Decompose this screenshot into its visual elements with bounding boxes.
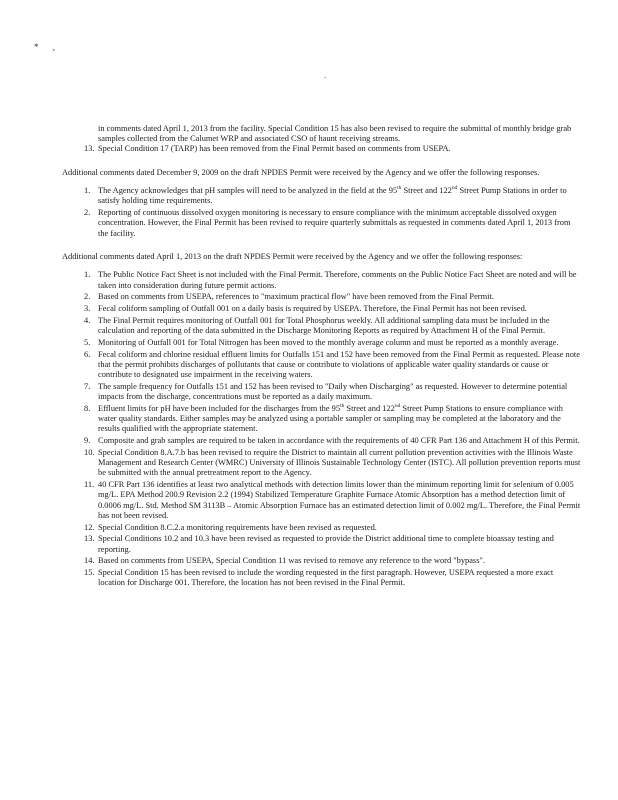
item-number: 2.: [84, 208, 91, 218]
paragraph-april-comments: Additional comments dated April 1, 2013 on the draft NPDES Permit were received by the Agency and we offer the following responses:: [62, 251, 523, 261]
item-number: 2.: [84, 292, 91, 302]
list-item: [62, 534, 582, 554]
item-number: 13.: [84, 144, 95, 154]
item-number: 15.: [84, 568, 95, 578]
item-text: Special Condition 8.A.7.b has been revised to require the District to maintain all current pollution prevention activities with the Illinois Waste Management and Research Center (WMRC) University of Illinois Sustainable Technology Center (ISTC). All pollution prevention reports must be submitted with the annual pretreatment report to the Agency.: [98, 448, 581, 478]
list-item: [62, 304, 582, 314]
list-item: [62, 270, 582, 290]
item-number: 6.: [84, 349, 91, 359]
document-body: [62, 124, 582, 590]
item-text: Fecal coliform sampling of Outfall 001 on a daily basis is required by USEPA. Therefore, the Final Permit has not been revised.: [98, 304, 527, 314]
item-text: in comments dated April 1, 2013 from the facility. Special Condition 15 has also been revised to require the submittal of monthly bridge grab samples collected from the Calumet WRP and associated CSO of haunt receiving streams.: [98, 124, 572, 144]
paragraph-december-comments: Additional comments dated December 9, 2009 on the draft NPDES Permit were received by the Agency and we offer the following responses.: [62, 167, 540, 177]
item-number: 8.: [84, 404, 91, 413]
list-item: [62, 316, 582, 336]
item-text: Special Condition 15 has been revised to include the wording requested in the first paragraph. However, USEPA requested a more exact location for Discharge 001. Therefore, the location has not been revised in the Final Permit.: [98, 568, 554, 588]
corner-mark: * ,: [34, 42, 61, 52]
continuation-item: [62, 144, 582, 154]
item-number: 13.: [84, 534, 95, 544]
item-number: 1.: [84, 270, 91, 280]
list-item: [62, 338, 582, 348]
item-number: 4.: [84, 316, 91, 325]
response-list-december: [62, 186, 582, 239]
list-item: [62, 556, 582, 566]
item-number: 7.: [84, 382, 91, 391]
list-item: [62, 208, 582, 239]
continuation-item: [62, 124, 582, 144]
list-item: [62, 448, 582, 479]
item-number: 12.: [84, 522, 95, 532]
item-text: Reporting of continuous dissolved oxygen monitoring is necessary to ensure compliance with the minimum acceptable dissolved oxygen concentration. However, the Final Permit has been revised to require quarterly submittals as requested in comments dated April 1, 2013 from the facility.: [98, 208, 571, 238]
item-number: 9.: [84, 436, 91, 446]
list-item: [62, 523, 582, 533]
response-list-april: [62, 270, 582, 588]
item-number: 1.: [84, 186, 91, 196]
item-text: The Final Permit requires monitoring of Outfall 001 for Total Phosphorus weekly. All additional sampling data must be included in the calculation and reporting of the data submitted in the Discharge Monitoring Reports as required by Attachment H of the Final Permit.: [98, 316, 550, 336]
center-mark: .: [324, 70, 327, 80]
item-text: The Public Notice Fact Sheet is not included with the Final Permit. Therefore, comments on the Public Notice Fact Sheet are noted and will be taken into consideration during future permit actions.: [98, 270, 577, 290]
item-text: Composite and grab samples are required to be taken in accordance with the requirements of 40 CFR Part 136 and Attachment H of this Permit.: [98, 436, 580, 446]
item-text: The Agency acknowledges that pH samples will need to be analyzed in the field at the 95th Street and 122nd Street Pump Stations in order to satisfy holding time requirements.: [98, 185, 567, 206]
item-text: 40 CFR Part 136 identifies at least two analytical methods with detection limits lower than the minimum reporting limit for selenium of 0.005 mg/L. EPA Method 200.9 Revision 2.2 (1994) Stabilized Temperature Graphite Furnace Atomic Absorption has a method detection limit of 0.0006 mg/L. Std. Method SM 3113B – Atomic Absorption Furnace has an estimated detection limit of 0.002 mg/L. Therefore, the Final Permit has not been revised.: [98, 480, 581, 520]
list-item: [62, 436, 582, 446]
list-item: [62, 292, 582, 302]
list-item: [62, 480, 582, 521]
item-text: The sample frequency for Outfalls 151 and 152 has been revised to "Daily when Discharging" as requested. However to determine potential impacts from the discharge, concentrations must be reported as a daily maximum.: [98, 382, 568, 402]
item-text: Special Conditions 10.2 and 10.3 have been revised as requested to provide the District additional time to complete bioassay testing and reporting.: [98, 534, 554, 554]
list-item: [62, 382, 582, 402]
item-number: 11.: [84, 480, 95, 490]
list-item: [62, 404, 582, 435]
item-text: Based on comments from USEPA, Special Condition 11 was revised to remove any reference to the word "bypass".: [98, 556, 485, 566]
item-text: Special Condition 17 (TARP) has been removed from the Final Permit based on comments from USEPA.: [98, 144, 451, 154]
continuation-items: [62, 124, 582, 155]
item-text: Special Condition 8.C.2.a monitoring requirements have been revised as requested.: [98, 522, 377, 532]
list-item: [62, 568, 582, 588]
list-item: [62, 350, 582, 381]
item-number: 3.: [84, 304, 91, 314]
item-number: 10.: [84, 448, 95, 457]
item-text: Based on comments from USEPA, references to "maximum practical flow" have been removed from the Final Permit.: [98, 292, 494, 302]
item-text: Fecal coliform and chlorine residual effluent limits for Outfalls 151 and 152 have been removed from the Final Permit as requested. Please note that the permit prohibits discharges of pollutants that cause or contribute to violations of applicable water quality standards or cause or contribute to designated use impairment in the receiving waters.: [98, 349, 580, 380]
list-item: [62, 186, 582, 206]
item-text: Effluent limits for pH have been included for the discharges from the 95th Street and 122nd Street Pump Stations to ensure compliance with water quality standards. Either samples may be analyzed using a portable sampler or sampling may be completed at the laboratory and the results qualified with the appropriate statement.: [98, 403, 563, 434]
item-number: 5.: [84, 338, 91, 347]
item-number: 14.: [84, 556, 95, 566]
item-text: Monitoring of Outfall 001 for Total Nitrogen has been moved to the monthly average column and must be reported as a monthly average.: [98, 338, 559, 347]
